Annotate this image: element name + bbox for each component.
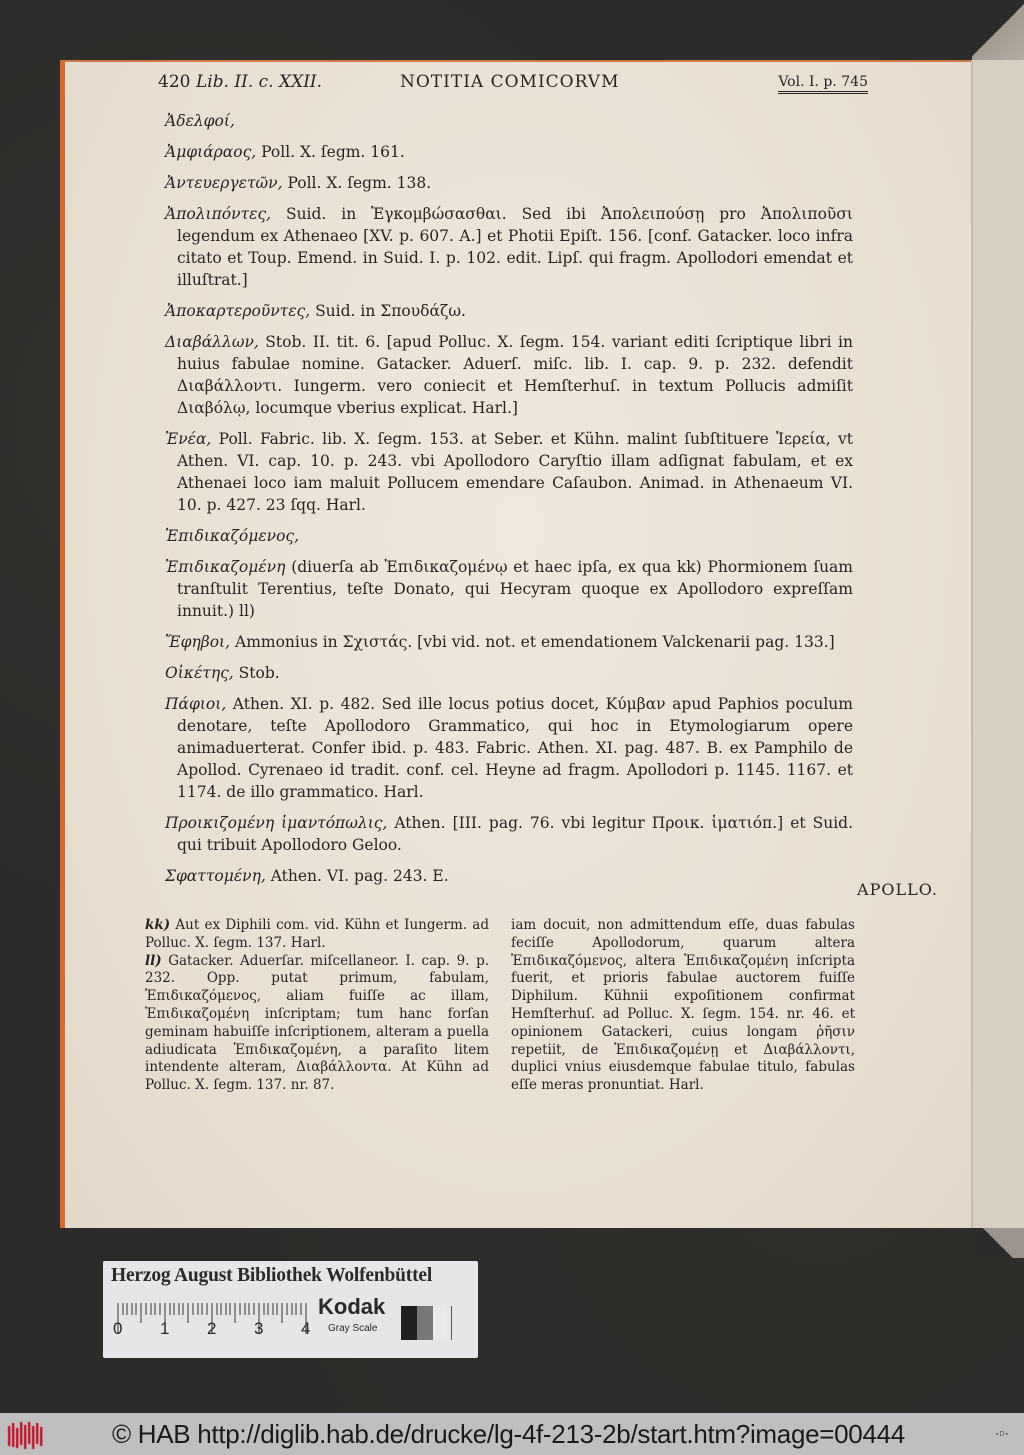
running-title: NOTITIA COMICORVM: [400, 72, 620, 92]
footnote-column-left: [145, 917, 489, 1095]
page-number: 420: [158, 72, 191, 92]
grayscale-label: Gray Scale: [328, 1323, 378, 1334]
entry: [165, 812, 853, 856]
source-url-link[interactable]: © HAB http://diglib.hab.de/drucke/lg-4f-213-2b/start.htm?image=00444: [112, 1419, 905, 1449]
next-page-edge: [972, 0, 1024, 1250]
ruler-label: 1: [160, 1319, 170, 1338]
entry: [165, 428, 853, 516]
next-page-corner: [972, 0, 1024, 60]
entry: [165, 141, 853, 163]
catchword: APOLLO.: [857, 880, 938, 899]
gray-swatch-white: [433, 1306, 447, 1340]
footnote: [511, 917, 855, 1095]
entry: [165, 300, 853, 322]
entry-title: Οἰκέτης,: [165, 664, 234, 682]
entry-text: Suid. in Σπουδάζω.: [310, 302, 466, 320]
entry-text: Athen. XI. p. 482. Sed ille locus potius docet, Κύμβαν apud Paphios poculum denotare, teſte Apollodoro Grammatico, qui hoc in Etymologiarum opere animaduerterat. Confer ibid. p. 483. Fabric. Athen. XI. pag. 487. B. ex Pamphilo de Apollod. Cyrenaeo id tradit. conf. cel. Heyne ad fragm. Apollodori p. 1145. 1167. et 1174. de illo grammatico. Harl.: [177, 695, 853, 801]
entry-text: Stob.: [233, 664, 280, 682]
entry-title: Ἐπιδικαζομένη: [165, 558, 286, 576]
volume-reference: Vol. I. p. 745: [778, 74, 868, 94]
ruler-label: 2: [207, 1319, 217, 1338]
next-page-bottom: [972, 1228, 1024, 1258]
entry-title: Ἐπιδικαζόμενος,: [165, 527, 300, 545]
kodak-brand: Kodak: [318, 1294, 386, 1319]
footnote-text: iam docuit, non admittendum eſſe, duas fabulas feciſſe Apollodorum, quarum altera Ἐπιδικαζόμενος, altera Ἐπιδικαζομένη inſcripta fuerit, et prioris fabulae auctorem fuiſſe Diphilum. Kühnii expoſitionem confirmat Hemſterhuſ. ad Polluc. X. ſegm. 154. nr. 46. et opinionem Gatackeri, cuius longam ῥῆσιν repetiit, de Ἐπιδικαζομένῃ et Διαβάλλοντι, duplici vnius eiusdemque fabulae titulo, fabulas eſſe meras pronuntiat. Harl.: [511, 917, 855, 1094]
ruler-label: 4: [301, 1319, 311, 1338]
page-fold-line: [971, 60, 973, 1228]
entry-title: Προικιζομένη ἱμαντόπωλις,: [165, 814, 388, 832]
footnote: [145, 917, 489, 953]
ruler-label: 0: [113, 1319, 123, 1338]
corner-mark: ▪D▪: [996, 1431, 1010, 1438]
gray-swatch-mid: [417, 1306, 433, 1340]
page-content: [65, 62, 972, 1228]
entry-list: [165, 110, 853, 896]
calibration-card: [103, 1261, 478, 1358]
entry-text: (diuerſa ab Ἐπιδικαζομένῳ et haec ipſa, ex qua kk) Phormionem ſuam tranſtulit Terentius, teſte Donato, qui Hecyram quoque ex Apollodoro expreſſam innuit.) ll): [177, 558, 853, 620]
entry-text: Athen. [III. pag. 76. vbi legitur Προικ. ἱματιόπ.] et Suid. qui tribuit Apollodoro Geloo.: [177, 814, 853, 854]
entry-text: Poll. Fabric. lib. X. ſegm. 153. at Seber. et Kühn. malint ſubſtituere Ἱερεία, vt Athen. VI. cap. 10. p. 243. vbi Apollodoro Caryſtio illam adſignat fabulam, et ex Athenaei loco iam maluit Pollucem emendare Caſaubon. Animad. in Athenaeum VI. 10. p. 427. 23 ſqq. Harl.: [177, 430, 853, 514]
footer-bar: [0, 1413, 1024, 1455]
entry-title: Σφαττομένη,: [165, 867, 266, 885]
footnote-mark: kk): [145, 917, 171, 933]
book-page: [60, 60, 972, 1228]
entry: [165, 172, 853, 194]
footnote-text: Gatacker. Aduerſar. miſcellaneor. I. cap. 9. p. 232. Opp. putat primum, fabulam, Ἐπιδικαζόμενος, aliam fuiſſe ac illam, Ἐπιδικαζομένη inſcriptam; tum hanc forſan geminam habuiſſe inſcriptionem, alteram a puella adiudicata Ἐπιδικαζομένη, a paraſito litem intendente alteram, Διαβάλλοντα. At Kühn ad Polluc. X. ſegm. 137. nr. 87.: [145, 952, 489, 1094]
entry-title: Διαβάλλων,: [165, 333, 259, 351]
footnote: [145, 953, 489, 1095]
entry: [165, 203, 853, 291]
ruler-labels: [103, 1319, 333, 1341]
entry-title: Πάφιοι,: [165, 695, 227, 713]
entry-title: Ἔφηβοι,: [165, 633, 231, 651]
entry-text: Poll. X. ſegm. 161.: [256, 143, 405, 161]
footnote-column-right: [511, 917, 855, 1095]
entry-text: Ammonius in Σχιστάς. [vbi vid. not. et emendationem Valckenarii pag. 133.]: [230, 633, 835, 651]
entry-title: Ἀποκαρτεροῦντες,: [165, 302, 311, 320]
entry-title: Ἀπολιπόντες,: [165, 205, 272, 223]
entry-title: Ἐνέα,: [165, 430, 212, 448]
entry: [165, 865, 853, 887]
running-head: [158, 72, 868, 98]
gray-swatch-divider: [451, 1306, 452, 1340]
gray-swatch-black: [401, 1306, 417, 1340]
entry-title: Ἀμφιάραος,: [165, 143, 257, 161]
ruler-label: 3: [254, 1319, 264, 1338]
entry: [165, 331, 853, 419]
entry-text: Poll. X. ſegm. 138.: [282, 174, 432, 192]
entry-text: Suid. in Ἐγκομβώσασθαι. Sed ibi Ἀπολειπούσῃ pro Ἀπολιποῦσι legendum ex Athenaeo [XV. p. 607. A.] et Photii Epiſt. 156. [conf. Gatacker. loco infra citato et Toup. Emend. in Suid. I. p. 102. edit. Lipſ. qui fragm. Apollodori emendat et illuſtrat.]: [177, 205, 853, 289]
entry-text: Athen. VI. pag. 243. E.: [265, 867, 449, 885]
entry: [165, 110, 853, 132]
entry: [165, 525, 853, 547]
entry-text: Stob. II. tit. 6. [apud Polluc. X. ſegm. 154. variant editi ſcriptique libri in huius fabulae nomine. Gatacker. Aduerſ. miſc. lib. I. cap. 9. p. 232. defendit Διαβάλλοντι. Iungerm. vero coniecit et Hemſterhuſ. in textum Pollucis admiſit Διαβόλῳ, locumque vberius explicat. Harl.]: [177, 333, 853, 417]
footnote-text: Aut ex Diphili com. vid. Kühn et Iungerm. ad Polluc. X. ſegm. 137. Harl.: [145, 917, 489, 951]
entry: [165, 556, 853, 622]
footnote-mark: ll): [145, 952, 162, 969]
hab-logo-icon: [6, 1420, 46, 1450]
entry: [165, 631, 853, 653]
entry: [165, 662, 853, 684]
entry-title: Ἀντευεργετῶν,: [165, 174, 283, 192]
chapter-reference: Lib. II. c. XXII.: [196, 72, 323, 92]
entry: [165, 693, 853, 803]
entry-title: Ἀδελφοί,: [165, 112, 235, 130]
institution-name: Herzog August Bibliothek Wolfenbüttel: [111, 1265, 433, 1286]
